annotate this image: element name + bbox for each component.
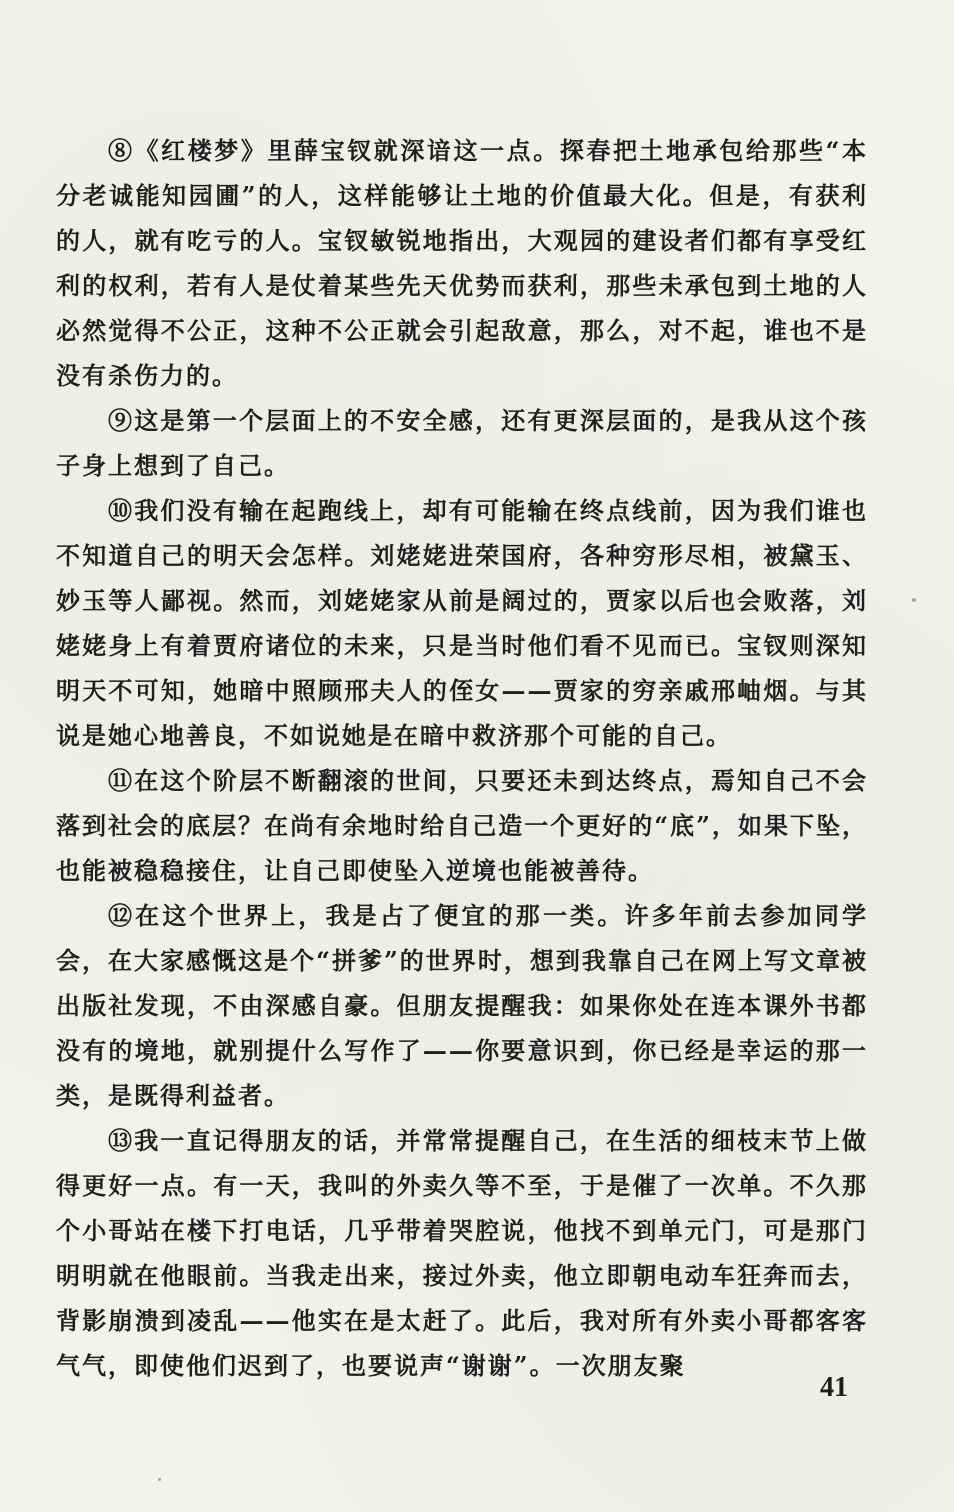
body-text (56, 128, 868, 1388)
paragraph-11: ⑪在这个阶层不断翻滚的世间，只要还未到达终点，焉知自己不会落到社会的底层？在尚有余地时给自己造一个更好的“底”，如果下坠，也能被稳稳接住，让自己即使坠入逆境也能被善待。 (56, 766, 868, 885)
paragraph-8: ⑧《红楼梦》里薛宝钗就深谙这一点。探春把土地承包给那些“本分老诚能知园圃”的人，这样能够让土地的价值最大化。但是，有获利的人，就有吃亏的人。宝钗敏锐地指出，大观园的建设者们都有享受红利的权利，若有人是仗着某些先天优势而获利，那些未承包到土地的人必然觉得不公正，这种不公正就会引起敌意，那么，对不起，谁也不是没有杀伤力的。 (56, 136, 868, 390)
scan-speck (158, 1478, 161, 1481)
paragraph-9: ⑨这是第一个层面上的不安全感，还有更深层面的，是我从这个孩子身上想到了自己。 (56, 406, 868, 480)
paragraph-10: ⑩我们没有输在起跑线上，却有可能输在终点线前，因为我们谁也不知道自己的明天会怎样。刘姥姥进荣国府，各种穷形尽相，被黛玉、妙玉等人鄙视。然而，刘姥姥家从前是阔过的，贾家以后也会败落，刘姥姥身上有着贾府诸位的未来，只是当时他们看不见而已。宝钗则深知明天不可知，她暗中照顾邢夫人的侄女——贾家的穷亲戚邢岫烟。与其说是她心地善良，不如说她是在暗中救济那个可能的自己。 (56, 496, 868, 750)
paragraph-12: ⑫在这个世界上，我是占了便宜的那一类。许多年前去参加同学会，在大家感慨这是个“拼爹”的世界时，想到我靠自己在网上写文章被出版社发现，不由深感自豪。但朋友提醒我：如果你处在连本课外书都没有的境地，就别提什么写作了——你要意识到，你已经是幸运的那一类，是既得利益者。 (56, 901, 868, 1110)
scan-speck (912, 598, 916, 602)
paragraph-13: ⑬我一直记得朋友的话，并常常提醒自己，在生活的细枝末节上做得更好一点。有一天，我叫的外卖久等不至，于是催了一次单。不久那个小哥站在楼下打电话，几乎带着哭腔说，他找不到单元门，可是那门明明就在他眼前。当我走出来，接过外卖，他立即朝电动车狂奔而去，背影崩溃到凌乱——他实在是太赶了。此后，我对所有外卖小哥都客客气气，即使他们迟到了，也要说声“谢谢”。一次朋友聚 (56, 1126, 868, 1380)
page-number: 41 (820, 1372, 848, 1403)
